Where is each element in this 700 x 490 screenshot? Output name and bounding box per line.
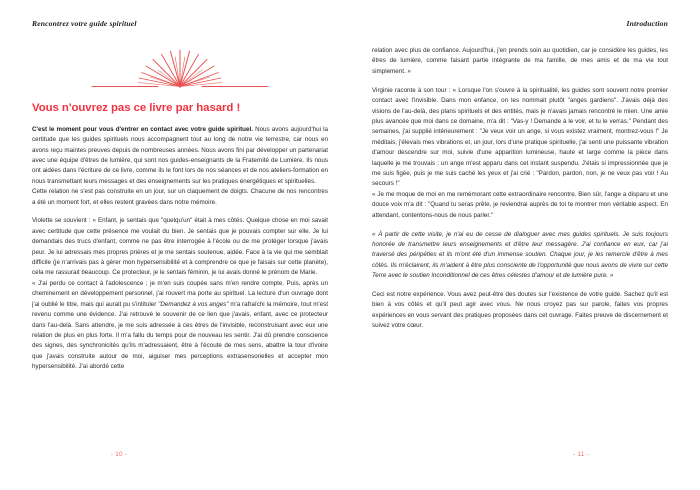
paragraph-violette-1: Violette se souvient : « Enfant, je sentais que "quelqu'un" était à mes côtés. Quelque chose en moi savait avec certitude que cette présence me voulait du bien. Je sentais que je pouvais compter sur elle. Je lui demandais des trucs d'enfant, comme ne pas être interrogée à l'école ou de me protéger lorsque j'avais peur. Je lui adressais mes propres prières et je me sentais soutenue, aidée. Face à la vie qui me semblait difficile (je n'arrivais pas à gérer mon hypersensibilité et à comprendre ce que je faisais sur cette planète), cela me rassurait beaucoup. Ce protecteur, je le sentais féminin, je lui avais donné le prénom de Marie. [32,217,328,277]
lead-sentence: C'est le moment pour vous d'entrer en contact avec votre guide spirituel. [32,125,253,133]
running-head-left: Rencontrez votre guide spirituel [32,19,137,28]
running-head-right: Introduction [626,19,668,28]
book-title-citation: "Demandez à vos anges" [158,300,229,308]
paragraph-confiance: relation avec plus de confiance. Aujourd'hui, j'en prends soin au quotidien, car je considère les guides, les êtres de lumière, comme faisant partie intégrante de ma famille, de mes amis et de ma vie tout simplement. » [372,47,668,75]
paragraph-intro-rest: Nous avons aujourd'hui la certitude que les guides spirituels nous accompagnent tout au long de notre vie terrestre, car nous en avons reçu maintes preuves depuis de nombreuses années. Nous avons fini par développer un partenariat avec une équipe d'êtres de lumière, qui sont nos guides-enseignants de la Fraternité de Lumière. Ils nous ont aidées dans l'écriture de ce livre, comme ils le font lors de nos séances et de nos ateliers-formation en nous transmettant leurs messages et des enseignements sur les pratiques énergétiques et spirituelles. [32,125,328,185]
page-title: Vous n'ouvrez pas ce livre par hasard ! [32,102,241,114]
paragraph-violette-2a: « J'ai perdu ce contact à l'adolescence ; je m'en suis coupée sans m'en rendre compte. Puis, après un cheminement en développement personnel, j'ai rouvert ma porte au spirituel. La lecture d'un ouvrage dont j'ai oublié le titre, mais qui aurait pu s'intituler [32,279,328,308]
sunburst-center-dot [179,85,181,87]
paragraph-virginie-1: Virginie raconte à son tour : « Lorsque l'on s'ouvre à la spiritualité, les guides sont souvent notre premier contact avec l'invisible. Dans mon enfance, on les nommait plutôt "anges gardiens". J'avais déjà des visions de l'au-delà, des plans spirituels et des entités, mais je n'avais jamais rencontré le mien. Une amie plus avancée que moi dans ce domaine, m'a dit : "Vas-y ! Demande à le voir, et tu le verras." Pendant des semaines, j'ai supplié intérieurement : "Je veux voir un ange, si vous existez vraiment, montrez-vous !" Je méditais, j'élevais mes vibrations et, un jour, lors d'une pratique spirituelle, j'ai senti une puissante vibration d'amour descendre sur moi, suivie d'une apparition lumineuse, haute et large comme la pièce dans laquelle je me trouvais : un ange m'est apparu dans cet instant suspendu. J'étais si impressionnée que je me suis figée, puis je me suis caché les yeux et j'ai crié : "Pardon, pardon, non, je ne veux pas voir ! Au secours !" [372,86,668,188]
paragraph-relation: Cette relation ne s'est pas construite en un jour, sur un claquement de doigts. Chacune de nos rencontres a été un moment fort, et elles restent gravées dans notre mémoire. [32,188,328,206]
page-number-left: - 10 - [110,451,128,458]
right-page [350,0,700,490]
paragraph-intro [32,125,328,187]
paragraph-virginie-italic: « À partir de cette visite, je n'ai eu de cesse de dialoguer avec mes guides spirituels. Je suis toujours honorée de transmettre leurs enseignements et d'être leur messagère. J'ai confiance en eux, car j'ai traversé des péripéties et ils m'ont été d'un immense soutien. Chaque jour, je les remercie d'être à mes côtés. Ils m'éclairent, ils m'aident à être plus consciente de l'opportunité que nous avons de vivre sur cette Terre avec le soutien inconditionnel de ces êtres célestes d'amour et de lumière pure. » [372,230,668,280]
paragraph-violette-2 [32,279,328,373]
ornament-container [32,46,328,92]
right-body-column [372,46,668,332]
paragraph-virginie-2: « Je me moque de moi en me remémorant cette extraordinaire rencontre. Bien sûr, l'ange a disparu et une douce voix m'a dit : "Quand tu seras prête, je reviendrai auprès de toi te montrer mon véritable aspect. En attendant, contentons-nous de nous parler." [372,190,668,219]
sunburst-ornament [80,48,280,92]
page-number-right: - 11 - [573,451,589,458]
paragraph-violette-2b: m'a rafraîchi la mémoire, tout m'est revenu comme une évidence. J'ai retrouvé le souvenir de ce lien que j'avais, enfant, avec ce protecteur dans l'au-delà. Sans attendre, je me suis adressée à ces êtres de l'invisible, reconstruisant avec eux une relation de plus en plus forte. Il m'a fallu du temps pour de nouveau les sentir. J'ai dû prendre conscience des signes, des synchronicités qu'ils m'adressaient, être à l'écoute de mes sens, abattre la tour d'ivoire que j'avais construite autour de moi, aiguiser mes perceptions extrasensorielles et accepter mon hypersensibilité. J'ai abordé cette [32,300,328,371]
paragraph-conclusion: Ceci est notre expérience. Vous avez peut-être des doutes sur l'existence de votre guide. Sachez qu'il est bien à vos côtés et qu'il peut agir avec vous. Ne nous croyez pas sur parole, faites vos propres expériences en vous servant des pratiques proposées dans cet ouvrage. Faites preuve de discernement et suivez votre cœur. [372,291,668,330]
left-body-column [32,125,328,373]
